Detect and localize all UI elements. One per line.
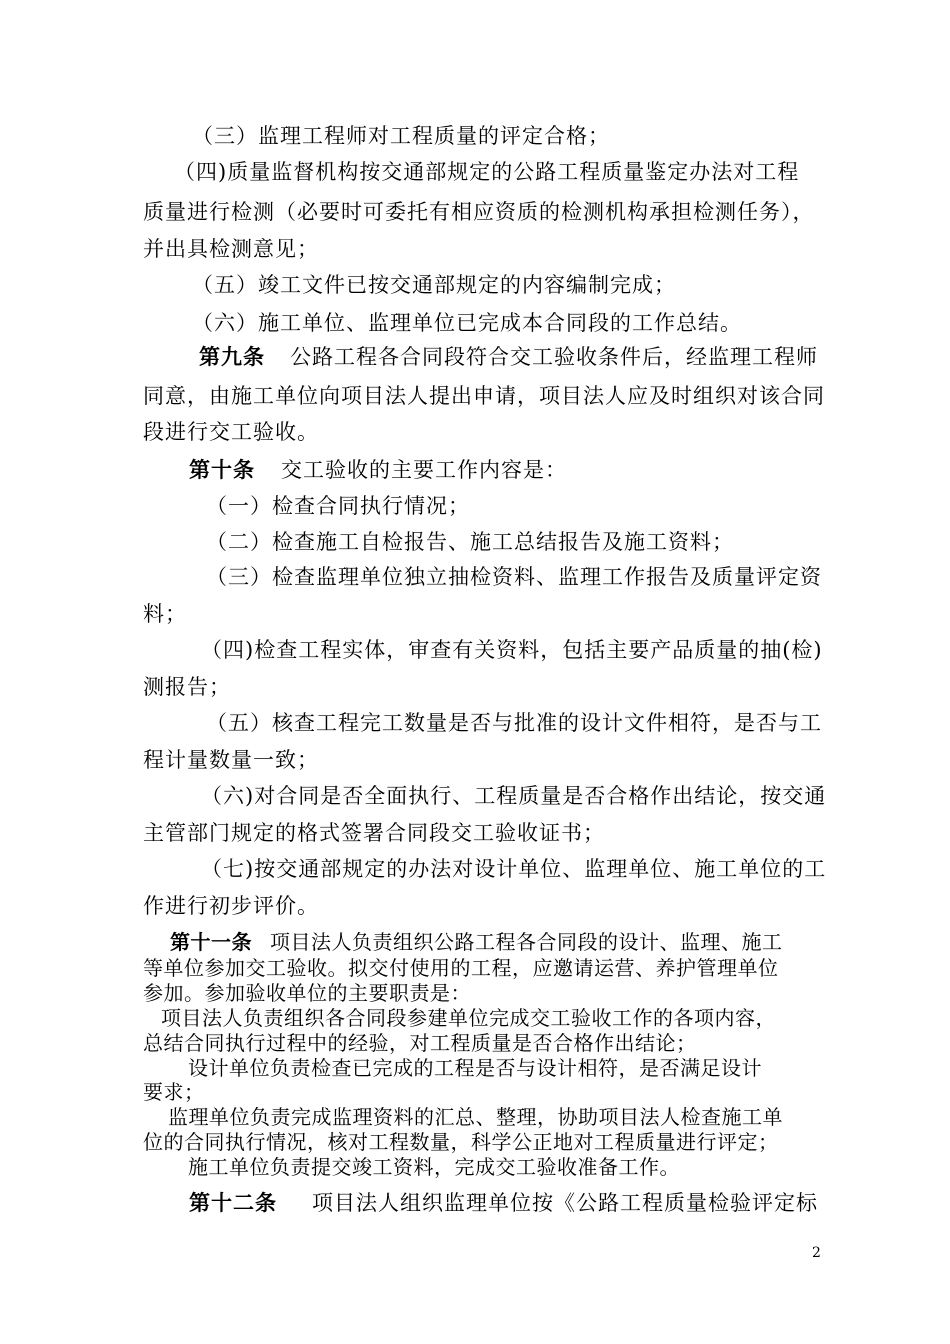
paragraph-line: 程计量数量一致； bbox=[143, 748, 319, 772]
paragraph-line: 参加。参加验收单位的主要职责是： bbox=[143, 981, 471, 1005]
paragraph-line: 施工单位负责提交竣工资料，完成交工验收准备工作。 bbox=[188, 1155, 680, 1179]
page-number: 2 bbox=[812, 1245, 821, 1261]
paragraph-line: （六）施工单位、监理单位已完成本合同段的工作总结。 bbox=[192, 311, 742, 335]
paragraph-line: 交工验收的主要工作内容是： bbox=[281, 458, 567, 482]
article-heading: 第十条 bbox=[189, 457, 255, 482]
article-heading: 第九条 bbox=[199, 344, 265, 369]
paragraph-line: 设计单位负责检查已完成的工程是否与设计相符，是否满足设计 bbox=[188, 1056, 762, 1080]
paragraph-line: 并出具检测意见； bbox=[143, 237, 319, 261]
paragraph-line: 主管部门规定的格式签署合同段交工验收证书； bbox=[143, 821, 605, 845]
paragraph-line: 作进行初步评价。 bbox=[143, 894, 319, 918]
paragraph-line: 测报告； bbox=[143, 675, 231, 699]
paragraph-line: 质量进行检测（必要时可委托有相应资质的检测机构承担检测任务）， bbox=[143, 200, 815, 224]
paragraph-line: 要求； bbox=[143, 1080, 205, 1104]
paragraph-line: （三）监理工程师对工程质量的评定合格； bbox=[192, 124, 610, 148]
paragraph-line: （三）检查监理单位独立抽检资料、监理工作报告及质量评定资 bbox=[206, 565, 822, 589]
paragraph-line: （七)按交通部规定的办法对设计单位、监理单位、施工单位的工 bbox=[201, 857, 827, 881]
paragraph-line: （五）核查工程完工数量是否与批准的设计文件相符，是否与工 bbox=[206, 711, 822, 735]
paragraph-line: 项目法人负责组织各合同段参建单位完成交工验收工作的各项内容， bbox=[161, 1006, 776, 1030]
paragraph-line: 同意，由施工单位向项目法人提出申请，项目法人应及时组织对该合同 bbox=[143, 384, 825, 408]
article-heading: 第十一条 bbox=[170, 930, 252, 954]
paragraph-line: （四)质量监督机构按交通部规定的公路工程质量鉴定办法对工程 bbox=[174, 160, 800, 184]
paragraph-line: 料； bbox=[143, 602, 187, 626]
paragraph-line: （一）检查合同执行情况； bbox=[206, 494, 470, 518]
paragraph-line: 公路工程各合同段符合交工验收条件后，经监理工程师 bbox=[290, 345, 818, 369]
paragraph-line: 等单位参加交工验收。拟交付使用的工程，应邀请运营、养护管理单位 bbox=[143, 956, 779, 980]
paragraph-line: （二）检查施工自检报告、施工总结报告及施工资料； bbox=[206, 530, 734, 554]
paragraph-line: 项目法人负责组织公路工程各合同段的设计、监理、施工 bbox=[270, 930, 783, 954]
paragraph-line: （五）竣工文件已按交通部规定的内容编制完成； bbox=[192, 273, 676, 297]
article-heading: 第十二条 bbox=[189, 1190, 277, 1215]
paragraph-line: 监理单位负责完成监理资料的汇总、整理，协助项目法人检查施工单 bbox=[168, 1105, 783, 1129]
paragraph-line: （六)对合同是否全面执行、工程质量是否合格作出结论，按交通 bbox=[201, 784, 827, 808]
paragraph-line: 段进行交工验收。 bbox=[143, 420, 319, 444]
paragraph-line: 项目法人组织监理单位按《公路工程质量检验评定标 bbox=[312, 1191, 818, 1215]
paragraph-line: 总结合同执行过程中的经验，对工程质量是否合格作出结论； bbox=[143, 1031, 697, 1055]
paragraph-line: 位的合同执行情况，核对工程数量，科学公正地对工程质量进行评定； bbox=[143, 1130, 779, 1154]
paragraph-line: （四)检查工程实体，审查有关资料，包括主要产品质量的抽(检) bbox=[201, 638, 823, 662]
